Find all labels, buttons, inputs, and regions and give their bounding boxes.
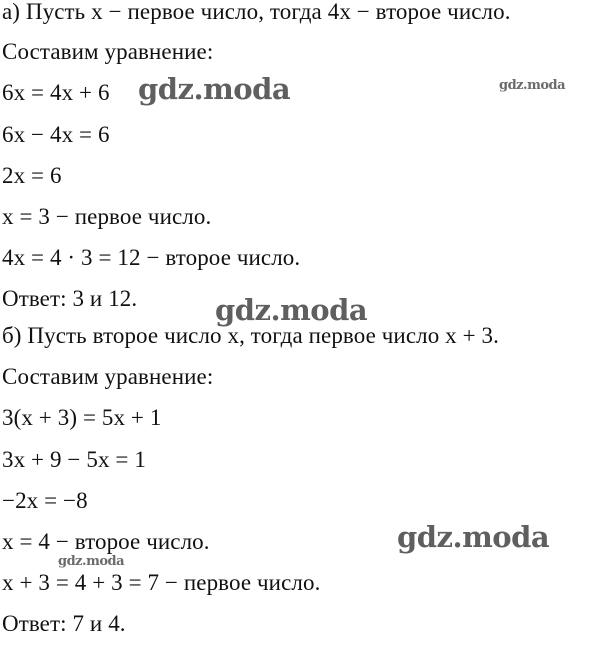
line-equation-b-1: 3(x + 3) = 5x + 1: [2, 405, 162, 430]
line-part-b-intro: б) Пусть второе число x, тогда первое число x + 3.: [2, 323, 499, 348]
watermark-logo: gdz.moda: [58, 554, 125, 569]
line-equation-b-3: −2x = −8: [2, 488, 88, 513]
line-first-number-a: x = 3 − первое число.: [2, 204, 212, 229]
line-equation-1: 6x = 4x + 6: [2, 80, 110, 105]
line-equation-3: 2x = 6: [2, 163, 62, 188]
line-second-number-a: 4x = 4 · 3 = 12 − второе число.: [2, 245, 301, 270]
line-equation-2: 6x − 4x = 6: [2, 122, 110, 147]
line-equation-b-2: 3x + 9 − 5x = 1: [2, 447, 146, 472]
line-compose-equation-a: Составим уравнение:: [2, 39, 214, 64]
line-compose-equation-b: Составим уравнение:: [2, 364, 214, 389]
watermark-logo: gdz.moda: [215, 293, 368, 327]
line-answer-a: Ответ: 3 и 12.: [2, 286, 138, 311]
watermark-logo: gdz.moda: [499, 78, 566, 93]
watermark-logo: gdz.moda: [138, 72, 291, 106]
line-answer-b: Ответ: 7 и 4.: [2, 611, 126, 636]
line-first-number-b: x + 3 = 4 + 3 = 7 − первое число.: [2, 570, 321, 595]
line-second-number-b: x = 4 − второе число.: [2, 529, 210, 554]
watermark-logo: gdz.moda: [397, 520, 550, 554]
line-part-a-intro: а) Пусть x − первое число, тогда 4x − второе число.: [2, 0, 511, 24]
